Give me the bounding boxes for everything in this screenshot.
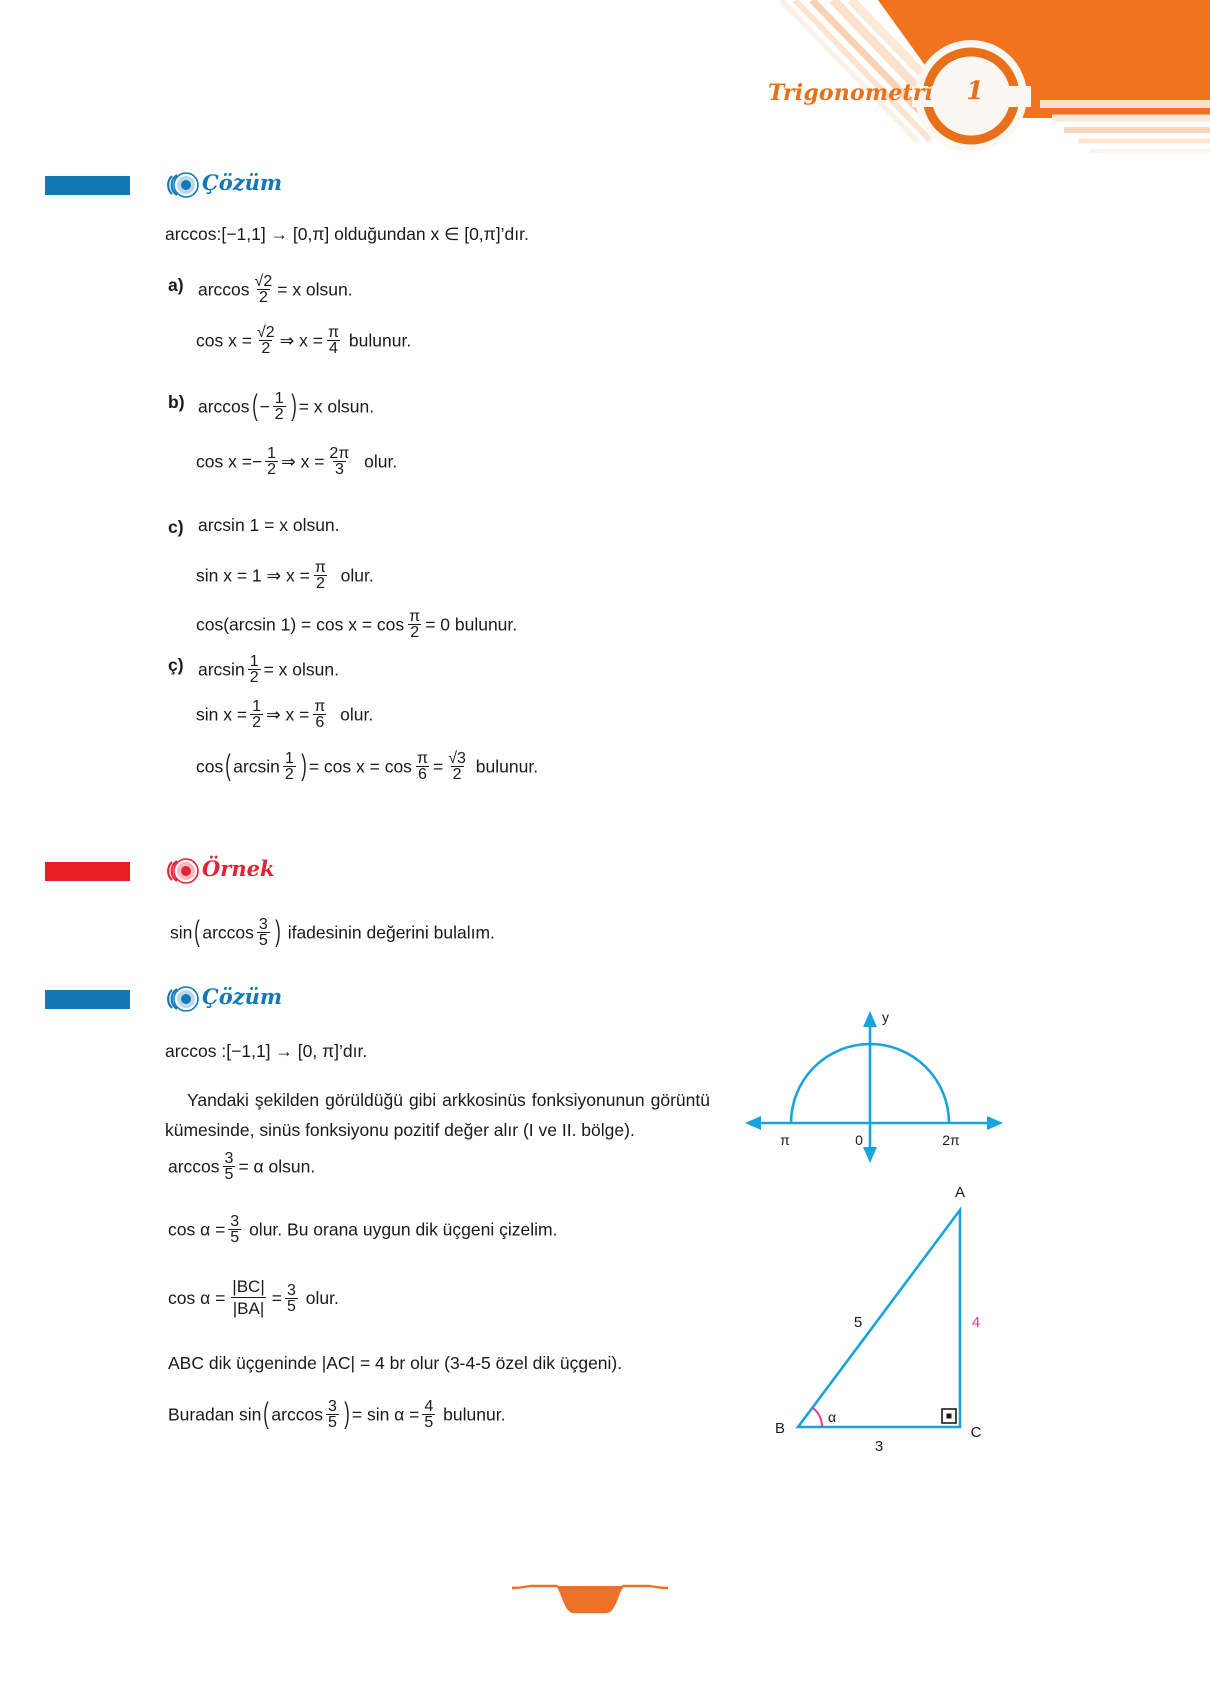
item-c-extra-mid: = 0 bulunur. — [425, 614, 518, 635]
item-a-marker: a) — [168, 275, 184, 295]
solution-2-paragraph: Yandaki şekilden görüldüğü gibi arkkosinüs fonksiyonunun görüntü kümesinde, sinüs fonksiyonu pozitif değer alır (I ve II. bölge). — [165, 1090, 710, 1140]
item-cc-statement-suffix: = x olsun. — [263, 659, 339, 680]
item-cc-result-prefix: sin x = — [196, 704, 248, 725]
tag-bar — [45, 990, 130, 1009]
example-fraction: $\frac{3}{5}$ — [258, 916, 268, 949]
line5-mid: = sin α = — [351, 1404, 420, 1425]
solution-2-line-2 — [168, 1215, 557, 1247]
line2-prefix: cos α = — [168, 1219, 226, 1240]
item-b-statement — [198, 389, 375, 424]
vertex-label-c: C — [970, 1424, 982, 1441]
y-axis-arrow-up — [863, 1011, 877, 1027]
line1-prefix: arccos — [168, 1156, 220, 1177]
line1-suffix: = α olsun. — [238, 1156, 316, 1177]
item-c-extra — [196, 610, 517, 642]
x-tick-two-pi: 2π — [942, 1132, 960, 1148]
item-cc-result-fraction: $\frac{1}{2}$ — [252, 698, 261, 731]
item-cc-statement-prefix: arcsin — [198, 659, 245, 680]
solution-2-label: Çözüm — [202, 984, 283, 1009]
item-cc-result-fraction-2: $\frac{\pi}{6}$ — [314, 698, 326, 731]
item-b-result-suffix: olur. — [364, 451, 398, 472]
item-a-result-fraction-2: $\frac{\pi}{4}$ — [327, 324, 340, 357]
right-paren: ) — [275, 915, 281, 948]
item-c-extra-fraction: $\frac{\pi}{2}$ — [409, 608, 421, 641]
item-a-result-suffix: bulunur. — [348, 330, 412, 351]
item-a-statement-suffix: = x olsun. — [277, 279, 353, 300]
item-a-statement — [198, 275, 353, 307]
solution-2-line-5 — [168, 1397, 506, 1432]
item-cc-statement-fraction: $\frac{1}{2}$ — [249, 653, 259, 686]
example-inner: arccos — [202, 922, 254, 943]
example-suffix: ifadesinin değerini bulalım. — [287, 922, 495, 943]
item-b-result-fraction-2: $\frac{2\pi}{3}$ — [329, 445, 350, 478]
item-b-result-mid: ⇒ x = — [281, 451, 325, 472]
y-axis-arrow-down — [863, 1147, 877, 1163]
item-c-marker: c) — [168, 517, 184, 537]
item-b-result-prefix: cos x =− — [196, 451, 263, 472]
solution-1-label: Çözüm — [202, 170, 283, 195]
line2-suffix: olur. Bu orana uygun dik üçgeni çizelim. — [249, 1219, 558, 1240]
left-paren: ( — [251, 389, 258, 422]
vertex-label-a: A — [954, 1184, 966, 1201]
arccos-semicircle-graph — [735, 1000, 1010, 1165]
item-cc-result-suffix: olur. — [340, 704, 374, 725]
target-rings-icon — [165, 986, 199, 1012]
left-paren: ( — [263, 1397, 270, 1430]
right-paren: ) — [344, 1397, 350, 1430]
item-c-result-suffix: olur. — [340, 565, 374, 586]
line5-prefix: Buradan sin — [168, 1404, 262, 1425]
page-footer — [0, 1578, 1210, 1629]
angle-label-alpha: α — [828, 1409, 837, 1425]
example-prefix: sin — [170, 922, 193, 943]
solution-2-line-4: ABC dik üçgeninde |AC| = 4 br olur (3-4-5 özel dik üçgeni). — [168, 1353, 623, 1373]
left-paren: ( — [194, 915, 201, 948]
item-a-statement-prefix: arccos — [198, 279, 250, 300]
right-paren: ) — [301, 749, 307, 782]
right-paren: ) — [290, 389, 297, 422]
tag-bar — [45, 176, 130, 195]
line5-inner: arccos — [271, 1404, 323, 1425]
y-axis-label: y — [882, 1009, 889, 1025]
line3-fraction: $\frac{|BC|}{|BA|}$ — [232, 1277, 265, 1318]
item-c-extra-prefix: cos(arcsin 1) = cos x = cos — [196, 614, 405, 635]
page-number-badge — [510, 1578, 670, 1624]
x-axis-arrow-left — [745, 1116, 761, 1130]
item-a-result-prefix: cos x = — [196, 330, 252, 351]
item-cc-result-mid: ⇒ x = — [265, 704, 310, 725]
side-label-horizontal: 3 — [874, 1438, 884, 1455]
item-cc-extra-fraction-2: $\frac{√3}{2}$ — [448, 750, 466, 783]
item-b-statement-prefix: arccos — [198, 396, 250, 417]
angle-arc — [813, 1408, 822, 1427]
item-b-result-fraction: $\frac{1}{2}$ — [267, 445, 277, 478]
item-cc-extra-fraction: $\frac{\pi}{6}$ — [416, 750, 428, 783]
page-header — [0, 0, 1210, 160]
example-label: Örnek — [202, 856, 275, 881]
item-b-sign: − — [259, 396, 270, 417]
tag-bar — [45, 862, 130, 881]
x-tick-zero: 0 — [855, 1132, 863, 1148]
target-rings-icon — [165, 172, 199, 198]
header-banner-graphic — [0, 0, 1210, 160]
item-c-cedilla-marker: ç) — [168, 655, 184, 675]
item-cc-extra-mid: = cos x = cos — [308, 756, 412, 777]
line3-eq: = — [271, 1288, 282, 1309]
page-number: 73 — [674, 1578, 701, 1600]
item-a-statement-fraction: $\frac{√2}{2}$ — [254, 273, 273, 306]
line1-fraction: $\frac{3}{5}$ — [224, 1150, 234, 1183]
page-title: Trigonometri — [768, 80, 934, 106]
line5-suffix: bulunur. — [443, 1404, 506, 1425]
x-tick-pi: π — [780, 1132, 790, 1148]
solution-1-intro: arccos:[−1,1] → [0,π] olduğundan x ∈ [0,π]’dır. — [165, 224, 529, 244]
item-c-result — [196, 561, 374, 593]
item-c-statement: arcsin 1 = x olsun. — [198, 515, 340, 535]
line5-fraction: $\frac{3}{5}$ — [327, 1398, 337, 1431]
item-c-result-fraction: $\frac{\pi}{2}$ — [314, 559, 326, 592]
unit-number-badge: 1 — [966, 76, 984, 105]
item-a-result-fraction: $\frac{√2}{2}$ — [256, 324, 275, 357]
item-cc-extra-eq: = — [432, 756, 444, 777]
vertex-label-b: B — [774, 1420, 786, 1437]
right-angle-dot — [947, 1414, 952, 1419]
item-cc-extra-prefix: cos — [196, 756, 224, 777]
item-cc-extra-inner: arcsin — [233, 756, 280, 777]
item-c-cedilla-extra — [196, 749, 539, 784]
item-a-result-mid: ⇒ x = — [279, 330, 323, 351]
left-paren: ( — [225, 749, 231, 782]
line5-fraction-2: $\frac{4}{5}$ — [424, 1398, 434, 1431]
solution-2-line-3 — [168, 1278, 339, 1321]
right-triangle-3-4-5 — [760, 1175, 1010, 1465]
line3-prefix: cos α = — [168, 1288, 226, 1309]
item-c-result-prefix: sin x = 1 ⇒ x = — [196, 565, 310, 586]
item-c-cedilla-statement — [198, 655, 339, 687]
item-c-cedilla-result — [196, 700, 373, 732]
side-label-vertical: 4 — [971, 1314, 981, 1331]
solution-2-line-1 — [168, 1152, 315, 1184]
example-expression — [170, 915, 495, 950]
triangle-outline — [798, 1210, 960, 1427]
x-axis-arrow-right — [987, 1116, 1003, 1130]
item-b-statement-suffix: = x olsun. — [298, 396, 375, 417]
solution-2-intro: arccos :[−1,1] → [0, π]’dır. — [165, 1041, 368, 1061]
item-b-statement-fraction: $\frac{1}{2}$ — [274, 390, 284, 423]
line2-fraction: $\frac{3}{5}$ — [230, 1213, 240, 1246]
side-label-hypotenuse: 5 — [853, 1314, 863, 1331]
target-rings-icon — [165, 858, 199, 884]
line3-suffix: olur. — [305, 1288, 339, 1309]
item-b-marker: b) — [168, 392, 185, 412]
item-a-result — [196, 326, 411, 358]
item-cc-extra-suffix: bulunur. — [475, 756, 539, 777]
line3-fraction-2: $\frac{3}{5}$ — [286, 1281, 296, 1315]
item-cc-extra-inner-fraction: $\frac{1}{2}$ — [284, 750, 294, 783]
item-b-result — [196, 447, 397, 479]
